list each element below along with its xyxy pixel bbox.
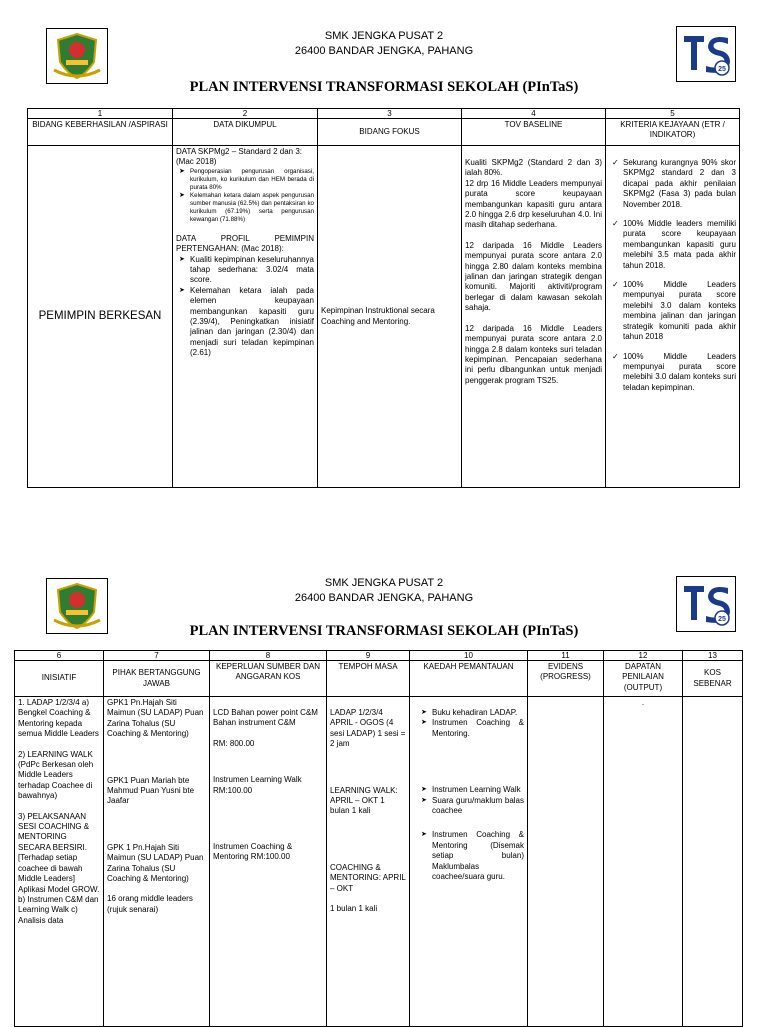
header-dapatan-penilaian: DAPATAN PENILAIAN (OUTPUT) [604,661,683,697]
col-number: 12 [604,651,683,661]
kriteria-list [609,158,736,393]
col-number: 2 [173,109,318,119]
col-number: 10 [410,651,528,661]
list-item: ➤ Instrumen Coaching & Mentoring. [432,718,524,739]
header-pihak-bertanggung-jawab: PIHAK BERTANGGUNG JAWAB [104,661,210,697]
data-profil-heading: DATA PROFIL PEMIMPIN PERTENGAHAN: (Mac 2018): [176,233,314,254]
list-item: ➤ Buku kehadiran LADAP. [432,708,524,718]
header-evidens: EVIDENS (PROGRESS) [528,661,604,697]
col-number: 13 [683,651,743,661]
ts25-logo [676,26,736,82]
svg-text:25: 25 [718,66,726,73]
list-item: ✓ 100% Middle leaders memiliki purata score keupayaan membangunkan kapasiti guru melebihi 3.5 mata pada akhir tahun 2018. [623,219,736,271]
school-name: SMK JENGKA PUSAT 2 [324,577,444,589]
pihak-item: GPK1 Puan Mariah bte Mahmud Puan Yusni bte Jaafar [107,775,195,806]
col-number: 11 [528,651,604,661]
sumber-item: Instrumen Coaching & Mentoring RM:100.00 [213,842,293,862]
pihak-item: GPK1 Pn.Hajah Siti Maimun (SU LADAP) Puan Zarina Tohalus (SU Coaching & Mentoring) [107,698,204,739]
cell-dapatan-penilaian [604,697,683,1027]
header-data-dikumpul: DATA DIKUMPUL [173,119,318,146]
list-item: ➤ Instrumen Coaching & Mentoring (Disemak setiap bulan) Maklumbalas coachee/suara guru. [432,830,524,882]
school-address: 26400 BANDAR JENGKA, PAHANG [294,45,474,57]
page-section-2 [0,560,768,1024]
tov-paragraph: 12 daripada 16 Middle Leaders mempunyai purata score antara 2.0 hingga 2.8 dalam konteks suri teladan kepimpinan. Pencapaian sederhana ini perlu dibangunkan untuk menjadi penggerak program TS25. [465,323,602,385]
table-pintas-part1 [27,108,740,488]
col-number: 3 [318,109,462,119]
fokus-text: Kepimpinan Instruktional secara Coaching and Mentoring. [321,306,435,326]
column-number-row [28,109,740,119]
kaedah-list [418,785,524,816]
pihak-item-extra: 16 orang middle leaders (rujuk senarai) [107,894,193,914]
cell-data-dikumpul [173,146,318,488]
plan-title: PLAN INTERVENSI TRANSFORMASI SEKOLAH (PInTaS) [189,623,579,639]
tov-paragraph: 12 drp 16 Middle Leaders mempunyai purata score keupayaan membangunkan kapasiti guru antara 2.0 hingga 2.6 drp keseluruhan 4.0. Ini masih ditahap sederhana. [465,178,602,230]
header-keperluan-sumber: KEPERLUAN SUMBER DAN ANGGARAN KOS [210,661,327,697]
header-kos-sebenar: KOS SEBENAR [683,661,743,697]
header-tempoh-masa: TEMPOH MASA [327,661,410,697]
inisiatif-item: 3) PELAKSANAAN SESI COACHING & MENTORING SECARA BERSIRI. [Terhadap setiap coachee di bawah Middle Leaders] Aplikasi Model GROW. b) Instrumen C&M dan Learning Walk c) Analisis data [18,811,100,925]
tempoh-item: LADAP 1/2/3/4 APRIL - OGOS (4 sesi LADAP) 1 sesi = 2 jam [330,708,406,749]
col-number: 9 [327,651,410,661]
sumber-cost: RM: 800.00 [213,738,255,748]
list-item: ➤ Instrumen Learning Walk [432,785,524,795]
table-row [15,697,743,1027]
tempoh-item: COACHING & MENTORING: APRIL – OKT [330,862,406,893]
tempoh-item: LEARNING WALK: APRIL – OKT 1 bulan 1 kali [330,785,398,816]
list-item: ➤ Pengoperasian pengurusan organisasi, kurikulum, ko kurikulum dan HEM berada di purata 80% [190,168,314,192]
inisiatif-item: 1. LADAP 1/2/3/4 a) Bengkel Coaching & Mentoring kepada semua Middle Leaders [18,698,99,739]
col-number: 5 [606,109,740,119]
list-item: ➤ Kelemahan ketara ialah pada elemen keupayaan membangunkan kapasiti guru (2.39/4), Peningkatkan inisiatif jalinan dan jaringan (2.30/4) dan menjadi suri teladan kepimpinan (2.61) [190,286,314,359]
cell-tov-baseline [462,146,606,488]
col-number: 7 [104,651,210,661]
header-kriteria-kejayaan: KRITERIA KEJAYAAN (ETR / INDIKATOR) [606,119,740,146]
cell-bidang: PEMIMPIN BERKESAN [28,146,173,488]
header-bidang-keberhasilan: BIDANG KEBERHASILAN /ASPIRASI [28,119,173,146]
output-mark: . [641,698,645,707]
list-item: ✓ 100% Middle Leaders mempunyai purata score melebihi 3.0 dalam konteks membina jalinan dan jaringan strategik komuniti pada akhir tahun 2018 [623,280,736,342]
svg-text:25: 25 [718,616,726,623]
table-row [28,146,740,488]
list-item: ➤ Suara guru/maklum balas coachee [432,796,524,817]
school-address: 26400 BANDAR JENGKA, PAHANG [294,592,474,604]
cell-bidang-fokus [318,146,462,488]
inisiatif-item: 2) LEARNING WALK (PdPc Berkesan oleh Middle Leaders terhadap Coachee di bawahnya) [18,749,94,801]
table-pintas-part2 [14,650,743,1027]
cell-keperluan-sumber [210,697,327,1027]
data-skpmg2-heading: DATA SKPMg2 – Standard 2 dan 3: (Mac 2018) [176,147,302,167]
plan-title: PLAN INTERVENSI TRANSFORMASI SEKOLAH (PInTaS) [189,79,579,95]
sumber-item: LCD Bahan power point C&M Bahan instrument C&M [213,708,318,728]
header-tov-baseline: TOV BASELINE [462,119,606,146]
col-number: 6 [15,651,104,661]
header-row [28,119,740,146]
cell-kos-sebenar [683,697,743,1027]
header-inisiatif: INISIATIF [15,661,104,697]
cell-evidens [528,697,604,1027]
header-bidang-fokus: BIDANG FOKUS [318,119,462,146]
tempoh-item-extra: 1 bulan 1 kali [330,904,378,914]
tov-paragraph: Kualiti SKPMg2 (Standard 2 dan 3) ialah 80%. [465,158,602,178]
col-number: 4 [462,109,606,119]
list-item: ➤ Kelemahan ketara dalam aspek pengurusan sumber manusia (62.5%) dan pentaksiran ko kurikulum (67.19%) serta pengurusan kewangan (71.88%) [190,192,314,224]
list-item: ✓ Sekurang kurangnya 90% skor SKPMg2 standard 2 dan 3 dicapai pada akhir penilaian SKPMg2 (Fasa 3) pada bulan November 2018. [623,158,736,210]
school-name: SMK JENGKA PUSAT 2 [324,30,444,42]
pihak-item: GPK 1 Pn.Hajah Siti Maimun (SU LADAP) Puan Zarina Tohalus (SU Coaching & Mentoring) [107,842,204,884]
header-row [15,661,743,697]
kaedah-list [418,830,524,882]
kaedah-list [418,708,524,739]
col-number: 8 [210,651,327,661]
cell-pihak-bertanggung-jawab [104,697,210,1027]
cell-kriteria-kejayaan [606,146,740,488]
cell-kaedah-pemantauan [410,697,528,1027]
column-number-row [15,651,743,661]
data-skpmg2-list [176,168,314,224]
tov-paragraph: 12 daripada 16 Middle Leaders mempunyai purata score antara 2.0 hingga 2.80 dalam konteks membina jalinan dan jaringan strategik dengan komuniti. Majoriti aktiviti/program berlegar di dalam kawasan sekolah sahaja. [465,240,602,313]
data-profil-list [176,255,314,359]
list-item: ✓ 100% Middle Leaders mempunyai purata score melebihi 3.0 dalam konteks suri teladan kepimpinan. [623,352,736,394]
header-kaedah-pemantauan: KAEDAH PEMANTAUAN [410,661,528,697]
sumber-item: Instrumen Learning Walk RM:100.00 [213,775,302,795]
col-number: 1 [28,109,173,119]
cell-tempoh-masa [327,697,410,1027]
page-section-1 [0,0,768,510]
cell-inisiatif [15,697,104,1027]
list-item: ➤ Kualiti kepimpinan keseluruhannya tahap sederhana: 3.02/4 mata score. [190,255,314,286]
